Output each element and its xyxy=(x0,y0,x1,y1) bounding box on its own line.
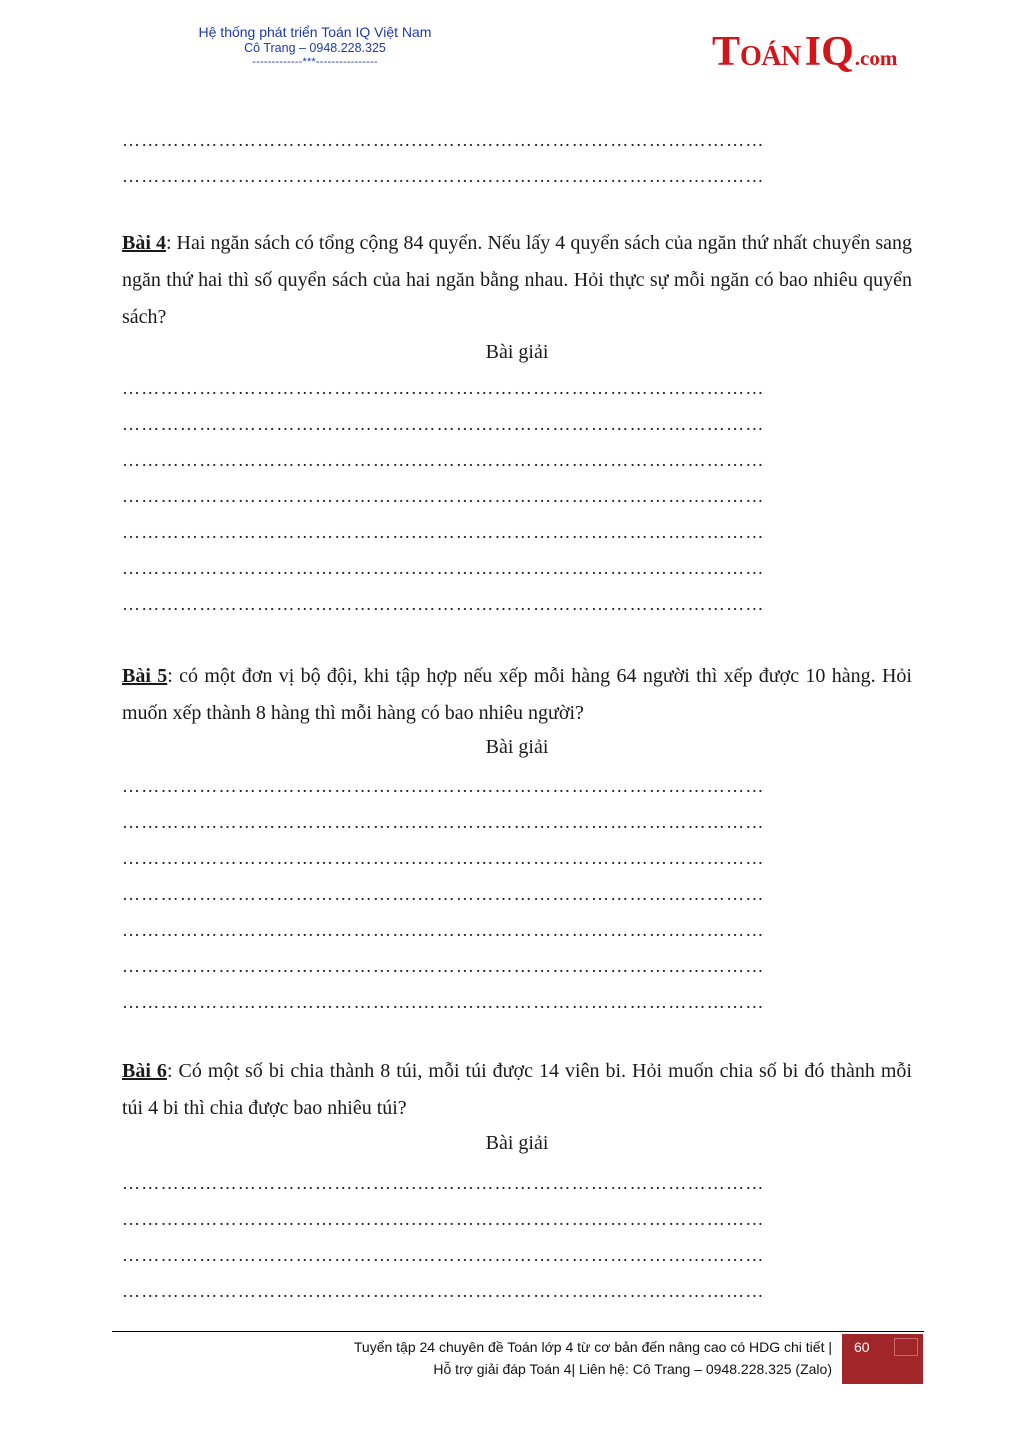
page-number: 60 xyxy=(854,1339,870,1355)
answer-line: ……………………………………….……………………………………………… xyxy=(122,956,765,976)
solution-heading: Bài giải xyxy=(485,341,549,363)
solution-heading: Bài giải xyxy=(485,1132,549,1154)
problem-4 xyxy=(122,225,912,336)
answer-line: ……………………………………….……………………………………………… xyxy=(122,1281,765,1301)
answer-line: ……………………………………….……………………………………………… xyxy=(122,486,765,506)
solution-heading: Bài giải xyxy=(485,736,549,758)
answer-line: ……………………………………….……………………………………………… xyxy=(122,558,765,578)
answer-line: ……………………………………….……………………………………………… xyxy=(122,414,765,434)
answer-line: ……………………………………….……………………………………………… xyxy=(122,1209,765,1229)
answer-line: ……………………………………….……………………………………………… xyxy=(122,848,765,868)
logo-dom: .com xyxy=(854,46,898,70)
header-org: Hệ thống phát triển Toán IQ Việt Nam xyxy=(198,24,432,40)
header-divider: -------------***---------------- xyxy=(252,56,378,68)
answer-line: ……………………………………….……………………………………………… xyxy=(122,450,765,470)
problem-label: Bài 4 xyxy=(122,232,166,254)
answer-line: ……………………………………….……………………………………………… xyxy=(122,992,765,1012)
answer-line: ……………………………………….……………………………………………… xyxy=(122,920,765,940)
page-number-box xyxy=(842,1334,923,1384)
answer-line: ……………………………………….……………………………………………… xyxy=(122,812,765,832)
footer-line-2: Hỗ trợ giải đáp Toán 4| Liên hệ: Cô Trang – 0948.228.325 (Zalo) xyxy=(433,1361,832,1377)
problem-6 xyxy=(122,1053,912,1127)
footer-text xyxy=(354,1336,832,1380)
page-box-decoration xyxy=(894,1338,918,1356)
toan-iq-logo xyxy=(712,28,897,88)
problem-text: : có một đơn vị bộ đội, khi tập hợp nếu xếp mỗi hàng 64 người thì xếp được 10 hàng. Hỏi muốn xếp thành 8 hàng thì mỗi hàng có bao nhiêu người? xyxy=(122,665,912,724)
problem-text: : Hai ngăn sách có tổng cộng 84 quyển. Nếu lấy 4 quyển sách của ngăn thứ nhất chuyển sang ngăn thứ hai thì số quyển sách của hai ngăn bằng nhau. Hỏi thực sự mỗi ngăn có bao nhiêu quyển sách? xyxy=(122,232,912,328)
logo-t: T xyxy=(712,29,741,75)
header-teacher: Cô Trang – 0948.228.325 xyxy=(244,41,386,55)
footer-line-1: Tuyển tập 24 chuyên đề Toán lớp 4 từ cơ bản đến nâng cao có HDG chi tiết | xyxy=(353,1339,832,1355)
answer-line: ……………………………………….……………………………………………… xyxy=(122,522,765,542)
logo-iq: IQ xyxy=(804,29,854,75)
answer-line: ……………………………………….……………………………………………… xyxy=(122,1173,765,1193)
answer-line: ……………………………………….……………………………………………… xyxy=(122,130,765,150)
problem-5 xyxy=(122,658,912,732)
answer-line: ……………………………………….……………………………………………… xyxy=(122,378,765,398)
answer-line: ……………………………………….……………………………………………… xyxy=(122,776,765,796)
logo-oan: OÁN xyxy=(740,41,801,72)
answer-line: ……………………………………….……………………………………………… xyxy=(122,1245,765,1265)
answer-line: ……………………………………….……………………………………………… xyxy=(122,594,765,614)
footer-divider xyxy=(112,1331,924,1332)
problem-label: Bài 5 xyxy=(122,665,168,687)
header-info xyxy=(150,24,480,69)
problem-label: Bài 6 xyxy=(122,1060,167,1082)
problem-text: : Có một số bi chia thành 8 túi, mỗi túi được 14 viên bi. Hỏi muốn chia số bi đó thành mỗi túi 4 bi thì chia được bao nhiêu túi? xyxy=(122,1060,912,1119)
answer-line: ……………………………………….……………………………………………… xyxy=(122,884,765,904)
answer-line: ……………………………………….……………………………………………… xyxy=(122,166,765,186)
